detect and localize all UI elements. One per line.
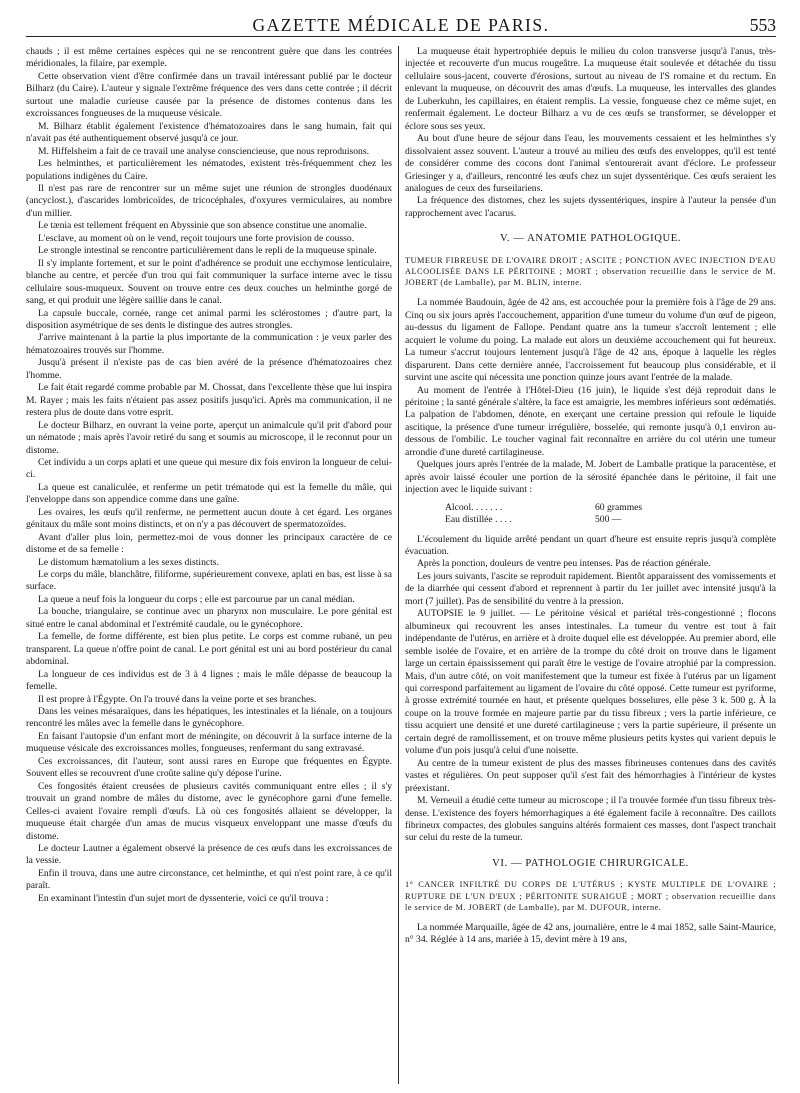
- paragraph: La capsule buccale, cornée, range cet animal parmi les sclérostomes ; d'autre part, la disposition asymétrique de ses dents le distingue des autres strongles.: [26, 307, 392, 331]
- paragraph: Dans les veines mésaraïques, dans les hépatiques, les intestinales et la liénale, on a toujours rencontré les mâles avec la femelle dans le gynécophore.: [26, 706, 392, 730]
- paragraph: Le strongle intestinal se rencontre particulièrement dans le repli de la muqueuse spinale.: [38, 245, 377, 257]
- paragraph: Cet individu a un corps aplati et une queue qui mesure dix fois environ la longueur de celui-ci.: [26, 456, 392, 481]
- paragraph: Quelques jours après l'entrée de la malade, M. Jobert de Lamballe pratique la paracentèse, et après avoir laissé écouler une portion de la sérosité épanchée dans le péritoine, il fait une injection avec le liquide suivant :: [405, 459, 776, 496]
- column-divider: [398, 46, 399, 1084]
- section-heading: V. — ANATOMIE PATHOLOGIQUE.: [499, 233, 682, 245]
- paragraph: Au centre de la tumeur existent de plus des masses fibrineuses contenues dans des cavités vastes et régulières. On peut supposer qu'il s'est fait des hémorrhagies à l'intérieur de kystes préexistant.: [405, 757, 776, 794]
- running-head: [26, 14, 776, 37]
- paragraph: Enfin il trouva, dans une autre circonstance, cet helminthe, et qui n'est point rare, à ce qu'il paraît.: [26, 867, 392, 892]
- paragraph: La fréquence des distomes, chez les sujets dyssentériques, inspire à l'auteur la pensée d'un rapprochement avec l'acarus.: [405, 195, 776, 219]
- section-heading: VI. — PATHOLOGIE CHIRURGICALE.: [492, 857, 689, 869]
- paragraph: Ces fongosités étaient creusées de plusieurs cavités communiquant entre elles ; il s'y trouvait un grand nombre de mâles du distome, avec le gynécophore garni d'une femelle. Celles-ci avaient l'ovaire rempli d'œufs. Là où ces fongosités allaient se développer, la muqueuse était chargée d'un amas de mucus visqueux enveloppant une masse d'œufs du distome.: [26, 780, 392, 842]
- paragraph: La nommée Baudouin, âgée de 42 ans, est accouchée pour la première fois à l'âge de 29 ans. Cinq ou six jours après l'accouchement, apparition d'une tumeur du volume d'un œuf de pigeon, au-dessus du ligament de Fallope. Pendant quatre ans la tumeur s'accroît lentement ; elle acquiert le volume du poing. La malade eut alors un deuxième accouchement qui fut heureux. La tumeur s'accrut toujours lentement jusqu'à l'âge de 42 ans, époque à laquelle les règles disparurent. Dans cette dernière année, l'accroissement fut beaucoup plus considérable, et il survint une ascite qui nécessita une ponction quinze jours avant l'entrée de la malade.: [405, 297, 776, 384]
- left-column: [26, 46, 392, 1084]
- paragraph: La queue a neuf fois la longueur du corps ; elle est parcourue par un canal médian.: [38, 593, 355, 605]
- case-title: 1° CANCER INFILTRÉ DU CORPS DE L'UTÉRUS ; KYSTE MULTIPLE DE L'OVAIRE ; RUPTURE DE L'UN D'EUX ; PÉRITONITE SURAIGUË ; MORT ; observation recueillie dans le service de M. JOBERT (de Lamballe), par M. DUFOUR, interne.: [405, 880, 776, 912]
- paragraph: Le distomum hæmatolium a les sexes distincts.: [38, 556, 219, 568]
- newspaper-page: [26, 14, 776, 1084]
- paragraph: M. Verneuil a étudié cette tumeur au microscope ; il l'a trouvée formée d'un tissu fibreux très-dense. L'existence des foyers hémorrhagiques a été également facile à reconnaître. Des caillots fibrineux compactes, des globules sanguins altérés formaient ces masses, dont l'aspect tranchait sur celui du reste de la tumeur.: [405, 795, 776, 844]
- paragraph: M. Hiffelsheim a fait de ce travail une analyse consciencieuse, que nous reproduisons.: [38, 145, 369, 157]
- paragraph: Il est propre à l'Égypte. On l'a trouvé dans la veine porte et ses branches.: [38, 693, 317, 705]
- recipe-ingredient: Alcool. . . . . . .: [445, 501, 503, 513]
- journal-title: GAZETTE MÉDICALE DE PARIS.: [252, 15, 550, 35]
- paragraph: Après la ponction, douleurs de ventre peu intenses. Pas de réaction générale.: [417, 558, 711, 570]
- page-number: 553: [749, 15, 776, 35]
- paragraph: L'esclave, au moment où on le vend, reçoit toujours une forte provision de cousso.: [38, 232, 355, 244]
- paragraph: La muqueuse était hypertrophiée depuis le milieu du colon transverse jusqu'à l'anus, très-injectée et recouverte d'un mucus rougeâtre. La muqueuse était soulevée et détachée du tissu cellulaire sous-jacent, couverte d'érosions, surtout au niveau de l'S romaine et du rectum. En enlevant la muqueuse, on découvrit des amas d'œufs. La muqueuse, les intervalles des glandes de Luberkuhn, les capillaires, en étaient remplis. La vessie, fongueuse chez ce même sujet, en renfermait également. Le docteur Bilharz a vu de ces œufs se transformer, se développer et éclore sous ses yeux.: [405, 46, 776, 132]
- paragraph: La queue est canaliculée, et renferme un petit trématode qui est la femelle du mâle, qui l'enveloppe dans son appendice comme dans une gaîne.: [26, 481, 392, 506]
- paragraph: chauds ; il est même certaines espèces qui ne se rencontrent guère que dans les contrées méridionales, la filaire, par exemple.: [26, 46, 392, 70]
- paragraph: Cette observation vient d'être confirmée dans un travail intéressant publié par le docteur Bilharz (du Caire). L'auteur y signale l'extrême fréquence des vers dans cette contrée ; il décrit surtout une maladie curieuse causée par la présence de distomes contenus dans les excroissances fongueuses de la muqueuse vésicale.: [26, 70, 392, 120]
- paragraph: Le fait était regardé comme probable par M. Chossat, dans l'excellente thèse que lui inspira M. Rayer ; mais les faits n'étaient pas assez positifs jusqu'ici. Après ma communication, il ne restera plus de doute dans votre esprit.: [26, 382, 392, 419]
- paragraph: Au moment de l'entrée à l'Hôtel-Dieu (16 juin), le liquide s'est déjà reproduit dans le péritoine ; la santé générale s'altère, la face est amaigrie, les membres inférieurs sont œdématiés. La palpation de l'abdomen, dénote, en exerçant une certaine pression qui refoule le liquide ascitique, la présence d'une tumeur irrégulière, bosselée, qui remonte jusqu'à 0,1 environ au-dessous de l'ombilic. Le toucher vaginal fait reconnaître en arrière du col utérin une tumeur arrondie d'une dureté cartilagineuse.: [405, 384, 776, 458]
- paragraph: J'arrive maintenant à la partie la plus importante de la communication : je veux parler des hématozoaires trouvés sur l'homme.: [26, 332, 392, 356]
- paragraph: M. Bilharz établit également l'existence d'hématozoaires dans le sang humain, fait qui n'avait pas été authentiquement observé jusqu'à ce jour.: [26, 120, 392, 145]
- paragraph: Le docteur Lautner a également observé la présence de ces œufs dans les excroissances de la vessie.: [26, 843, 392, 867]
- recipe-amount: 60 grammes: [595, 501, 643, 513]
- paragraph: En faisant l'autopsie d'un enfant mort de méningite, on découvrit à la surface interne de la muqueuse vésicale des excroissances molles, fongueuses, renfermant du sang extravasé.: [26, 730, 392, 755]
- paragraph: L'écoulement du liquide arrêté pendant un quart d'heure est ensuite repris jusqu'à complète évacuation.: [405, 533, 776, 558]
- paragraph: Ces excroissances, dit l'auteur, sont aussi rares en Europe que fréquentes en Égypte. Souvent elles se recouvrent d'une croûte saline qu'y dépose l'urine.: [26, 755, 392, 780]
- paragraph: Les helminthes, et particulièrement les nématodes, existent très-fréquemment chez les populations indigènes du Caire.: [26, 158, 392, 182]
- recipe-amount: 500 —: [595, 514, 622, 526]
- paragraph: Les ovaires, les œufs qu'il renferme, ne permettent aucun doute à cet égard. Les organes génitaux du mâle sont moins distincts, et on n'y a pas découvert de spermatozoïdes.: [26, 506, 392, 531]
- recipe-ingredient: Eau distillée . . . .: [445, 514, 512, 526]
- paragraph: La femelle, de forme différente, est bien plus petite. Le corps est comme rubané, un peu transparent. La queue n'offre point de canal. Le port génital est uni au bord postérieur du canal abdominal.: [26, 631, 392, 668]
- paragraph: Les jours suivants, l'ascite se reproduit rapidement. Bientôt apparaissent des vomissements et de la diarrhée qui cessent d'abord et reprennent à partir du 1er juillet avec intensité jusqu'à la mort (7 juillet). Pas de sensibilité du ventre à la pression.: [405, 570, 776, 607]
- paragraph: Le corps du mâle, blanchâtre, filiforme, supérieurement convexe, aplati en bas, est lisse à sa surface.: [26, 569, 392, 593]
- paragraph: En examinant l'intestin d'un sujet mort de dyssenterie, voici ce qu'il trouva :: [38, 892, 329, 904]
- paragraph: AUTOPSIE le 9 juillet. — Le péritoine vésical et pariétal très-congestionné ; flocons albumineux qui recouvrent les anses intestinales. La tumeur du ventre est tout à fait indépendante de l'utérus, en arrière et à droite duquel elle est développée. Au premier abord, elle semble isolée de l'ovaire, et en arrière de la trompe du côté droit on trouve dans le ligament large un certain épaississement qui paraît être le vestige de l'ovaire atrophié par la compression. Mais, d'un autre côté, on voit manifestement que la tumeur est fixée à l'utérus par un ligament qui correspond parfaitement au ligament de l'ovaire du côté opposé. Cette tumeur est pyriforme, à grosse extrémité tournée en haut, et présente quelques bosselures, elle pèse 3 k. 500 g. À la coupe on la trouve formée en majeure partie par du tissu fibreux ; vers la partie inférieure, ce tissu acquiert une densité et une dureté cartilagineuse ; vers la partie supérieure, il présente un certain degré de ramollissement, et on trouve même plusieurs petits kystes qui varient depuis le volume d'un pois jusqu'à celui d'une noisette.: [405, 608, 776, 757]
- paragraph: Au bout d'une heure de séjour dans l'eau, les mouvements cessaient et les helminthes s'y dissolvaient assez souvent. L'auteur a trouvé au milieu des œufs des enveloppes, qu'il est tenté de considérer comme des cocons dont l'animal s'entourerait avant d'éclore. Le professeur Griesinger y a, d'ailleurs, rencontré les œufs chez un sujet dyssentérique. Ces œufs seraient les analogues de ceux des furseilariens.: [405, 133, 776, 194]
- paragraph: Il n'est pas rare de rencontrer sur un même sujet une réunion de strongles duodénaux (ancyclost.), d'ascarides lombricoïdes, de tricocéphales, d'oxyures vermiculaires, au nombre d'un millier.: [26, 182, 392, 219]
- paragraph: Avant d'aller plus loin, permettez-moi de vous donner les principaux caractère de ce distome et de sa femelle :: [26, 531, 392, 556]
- paragraph: Le tænia est tellement fréquent en Abyssinie que son absence constitue une anomalie.: [38, 220, 367, 232]
- right-column: [405, 46, 776, 1084]
- paragraph: Le docteur Bilharz, en ouvrant la veine porte, aperçut un animalcule qu'il prit d'abord pour un nématode ; mais après l'avoir retiré du sang et soumis au microscope, il le reconnut pour un distome.: [26, 419, 392, 456]
- text-columns: [26, 46, 776, 1084]
- paragraph: Il s'y implante fortement, et sur le point d'adhérence se produit une ecchymose lenticulaire, blanche au centre, et percée d'un trou qui fait communiquer la surface interne avec le tissu cellulaire sous-muqueux. Souvent on trouve entre ces deux couches un helminthe gorgé de sang, et qui produit une légère saillie dans le canal.: [26, 257, 392, 307]
- paragraph: La longueur de ces individus est de 3 à 4 lignes ; mais le mâle dépasse de beaucoup la femelle.: [26, 668, 392, 693]
- paragraph: La nommée Marquaille, âgée de 42 ans, journalière, entre le 4 mai 1852, salle Saint-Maurice, n° 34. Réglée à 14 ans, mariée à 15, devint mère à 19 ans,: [405, 921, 776, 946]
- paragraph: La bouche, triangulaire, se continue avec un pharynx non musculaire. Le pore génital est situé entre le canal abdominal et l'extrémité caudale, ou le gynécophore.: [26, 606, 392, 630]
- injection-recipe: [445, 502, 775, 527]
- case-title: TUMEUR FIBREUSE DE L'OVAIRE DROIT ; ASCITE ; PONCTION AVEC INJECTION D'EAU ALCOOLISÉE DANS LE PÉRITOINE ; MORT ; observation recueillie dans le service de M. JOBERT (de Lamballe), par M. BLIN, interne.: [405, 255, 776, 288]
- recipe-row: [445, 514, 775, 526]
- paragraph: Jusqu'à présent il n'existe pas de cas bien avéré de la présence d'hématozoaires chez l'homme.: [26, 357, 392, 381]
- recipe-row: [445, 502, 775, 514]
